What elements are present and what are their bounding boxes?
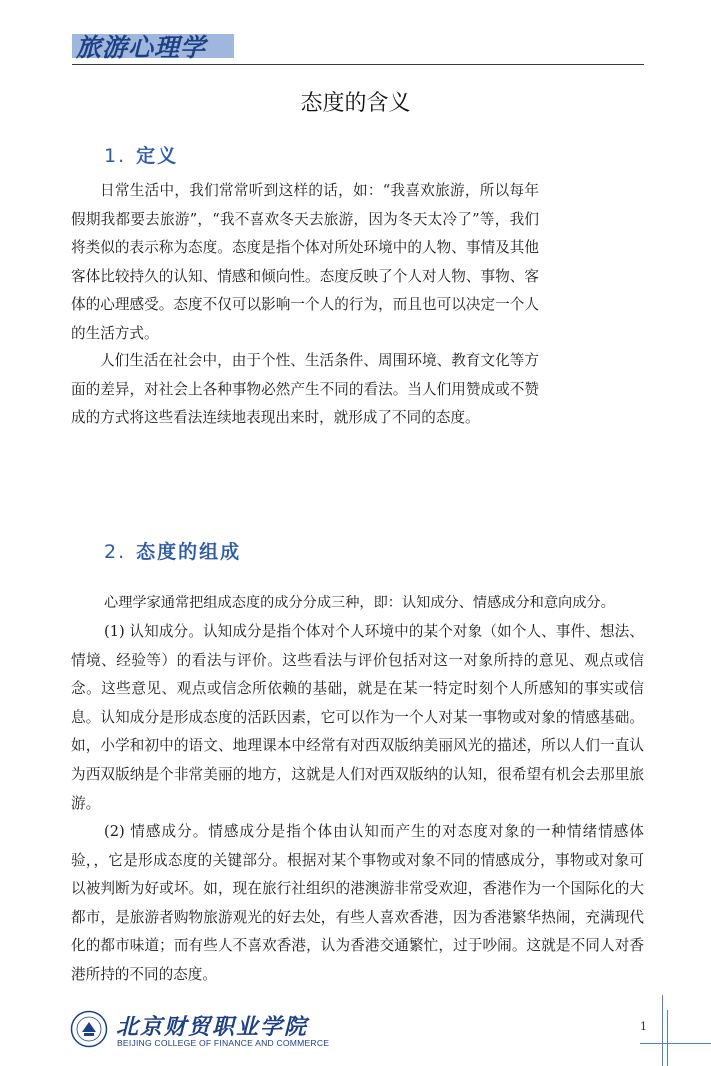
college-logo-english: BEIJING COLLEGE OF FINANCE AND COMMERCE bbox=[117, 1038, 330, 1048]
section-number: 1. bbox=[104, 145, 127, 167]
footer-rule bbox=[667, 1010, 668, 1066]
page-header bbox=[72, 26, 644, 66]
paragraph-components-intro: 心理学家通常把组成态度的成分分成三种，即：认知成分、情感成分和意向成分。 bbox=[104, 595, 615, 611]
section-heading-2 bbox=[104, 537, 241, 564]
footer-rule bbox=[640, 1043, 711, 1044]
page-title: 态度的含义 bbox=[300, 91, 411, 116]
paragraph-affective: (2) 情感成分。情感成分是指个体由认知而产生的对态度对象的一种情绪情感体验，，它是形成态度的关键部分。根据对某个事物或对象不同的情感成分，事物或对象可以被判断为好或坏。如，现在旅行社组织的港澳游非常受欢迎，香港作为一个国际化的大都市，是旅游者购物旅游观光的好去处，有些人喜欢香港，因为香港繁华热闹，充满现代化的都市味道；而有些人不喜欢香港，认为香港交通繁忙，过于吵闹。这就是不同人对香港所持的不同的态度。 bbox=[71, 823, 644, 983]
header-rule bbox=[72, 64, 644, 65]
section-heading-1 bbox=[104, 141, 178, 168]
section-number: 2. bbox=[104, 541, 127, 563]
page-number: 1 bbox=[640, 1020, 647, 1033]
section-title: 定义 bbox=[136, 145, 179, 167]
book-title: 旅游心理学 bbox=[76, 33, 207, 62]
college-logo-text: 北京财贸职业学院 bbox=[116, 1015, 309, 1040]
section-title: 态度的组成 bbox=[136, 541, 242, 563]
college-seal-icon bbox=[70, 1010, 108, 1048]
footer-rule bbox=[662, 995, 663, 1066]
paragraph-definition-1: 日常生活中，我们常常听到这样的话，如：“我喜欢旅游，所以每年假期我都要去旅游”，“我不喜欢冬天去旅游，因为冬天太冷了”等，我们将类似的表示称为态度。态度是指个体对所处环境中的人物、事情及其他客体比较持久的认知、情感和倾向性。态度反映了个人对人物、事物、客体的心理感受。态度不仅可以影响一个人的行为，而且也可以决定一个人的生活方式。 bbox=[71, 182, 539, 342]
paragraph-definition-2: 人们生活在社会中，由于个性、生活条件、周围环境、教育文化等方面的差异，对社会上各种事物必然产生不同的看法。当人们用赞成或不赞成的方式将这些看法连续地表现出来时，就形成了不同的态度。 bbox=[71, 352, 539, 427]
paragraph-cognitive: (1) 认知成分。认知成分是指个体对个人环境中的某个对象（如个人、事件、想法、情境、经验等）的看法与评价。这些看法与评价包括对这一对象所持的意见、观点或信念。这些意见、观点或信念所依赖的基础，就是在某一特定时刻个人所感知的事实或信息。认知成分是形成态度的活跃因素，它可以作为一个人对某一事物或对象的情感基础。如，小学和初中的语文、地理课本中经常有对西双版纳美丽风光的描述，所以人们一直认为西双版纳是个非常美丽的地方，这就是人们对西双版纳的认知，很希望有机会去那里旅游。 bbox=[71, 623, 644, 812]
